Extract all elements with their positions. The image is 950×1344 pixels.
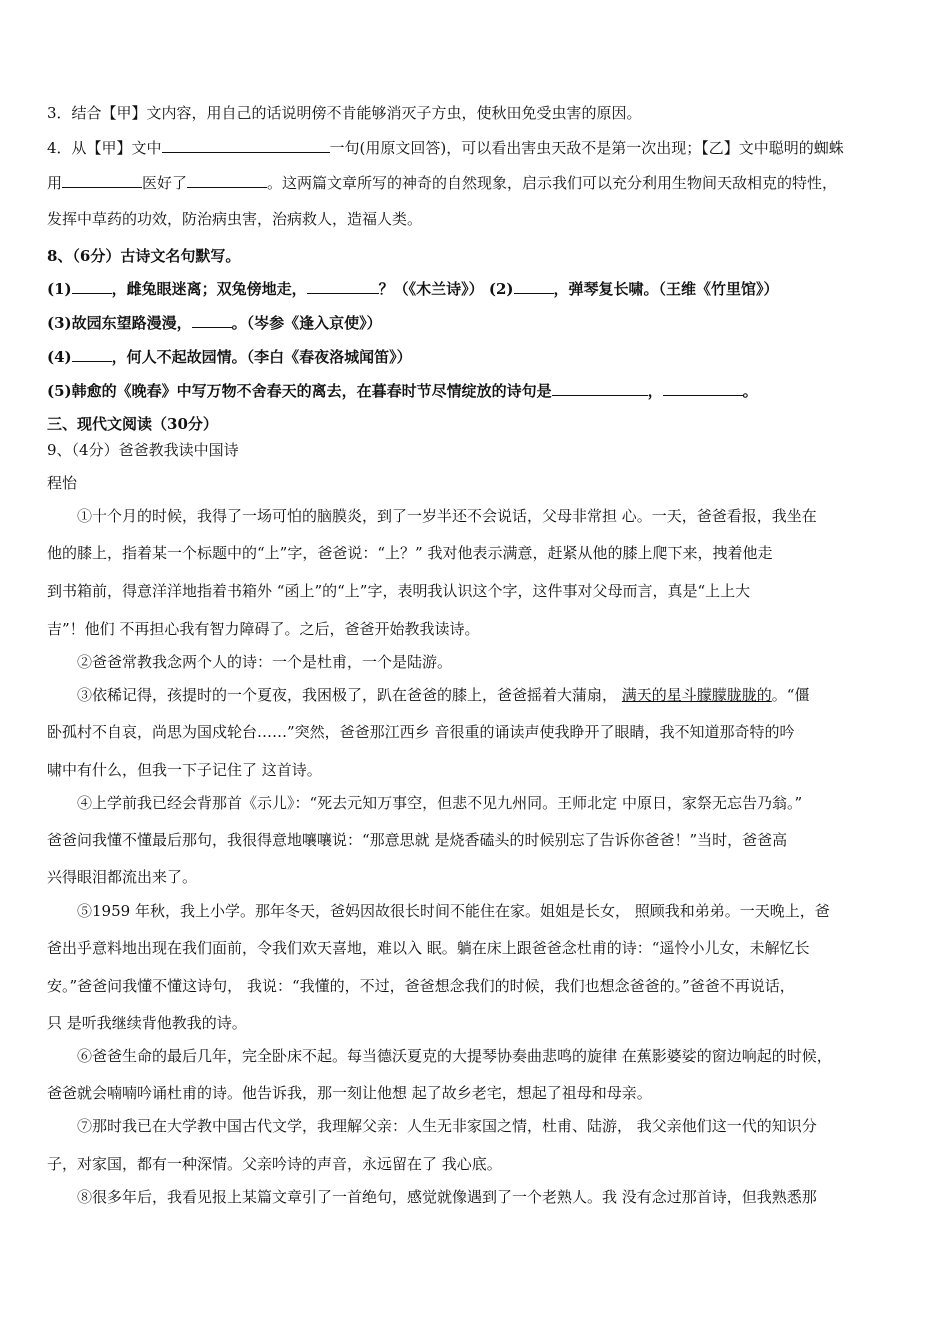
answer-blank[interactable] [514, 279, 554, 294]
question-4-line-1: 4．从【甲】文中 一句(用原文回答)，可以看出害虫天敌不是第一次出现；【乙】文中聪明的蜘蛛 [47, 139, 844, 157]
article-author: 程怡 [47, 474, 78, 492]
paragraph-3-line: 啸中有什么，但我一下子记住了 这首诗。 [47, 761, 322, 779]
question-4-line-3: 发挥中草药的功效，防治病虫害，治病救人，造福人类。 [47, 210, 423, 228]
answer-blank[interactable] [162, 138, 330, 153]
answer-blank[interactable] [72, 279, 112, 294]
paragraph-4-line: 兴得眼泪都流出来了。 [47, 868, 198, 886]
paragraph-8-line: ⑧很多年后，我看见报上某篇文章引了一首绝句，感觉就像遇到了一个老熟人。我 没有念过那首诗，但我熟悉那 [77, 1188, 817, 1206]
paragraph-5-line: ⑤1959 年秋，我上小学。那年冬天，爸妈因故很长时间不能住在家。姐姐是长女， 照顾我和弟弟。一天晚上，爸 [77, 902, 830, 920]
question-8-item-5: (5)韩愈的《晚春》中写万物不舍春天的离去，在暮春时节尽情绽放的诗句是 ， 。 [47, 382, 758, 400]
underlined-sentence: 满天的星斗朦朦胧胧的 [621, 686, 772, 704]
paragraph-5-line: 安。”爸爸问我懂不懂这诗句， 我说：“我懂的，不过，爸爸想念我们的时候，我们也想念爸爸的。”爸爸不再说话， [47, 977, 795, 995]
paragraph-6-line: ⑥爸爸生命的最后几年，完全卧床不起。每当德沃夏克的大提琴协奏曲悲鸣的旋律 在蕉影婆娑的窗边响起的时候， [77, 1047, 832, 1065]
paragraph-2: ②爸爸常教我念两个人的诗：一个是杜甫，一个是陆游。 [77, 653, 453, 671]
question-8-item-1-2: (1) ，雌兔眼迷离；双兔傍地走， ？（《木兰诗》） (2) ，弹琴复长啸。（王维《竹里馆》） [47, 280, 779, 298]
answer-blank[interactable] [663, 381, 743, 396]
question-8-item-4: (4) ，何人不起故园情。（李白《春夜洛城闻笛》） [47, 348, 412, 366]
paragraph-4-line: ④上学前我已经会背那首《示儿》：“死去元知万事空，但悲不见九州同。王师北定 中原日，家祭无忘告乃翁。” [77, 794, 803, 812]
paragraph-3-line: 卧孤村不自哀，尚思为国戍轮台……”突然，爸爸那江西乡 音很重的诵读声使我睁开了眼睛，我不知道那奇特的吟 [47, 723, 795, 741]
section-3-title: 三、现代文阅读（30分） [47, 415, 218, 433]
paragraph-1-line: 他的膝上，指着某一个标题中的“上”字，爸爸说：“上？” 我对他表示满意，赶紧从他的膝上爬下来，拽着他走 [47, 544, 773, 562]
paragraph-4-line: 爸爸问我懂不懂最后那句，我很得意地嚷嚷说：“那意思就 是烧香磕头的时候别忘了告诉你爸爸！”当时，爸爸高 [47, 831, 788, 849]
question-9-title: 9、（4分）爸爸教我读中国诗 [47, 441, 239, 459]
paragraph-7-line: ⑦那时我已在大学教中国古代文学，我理解父亲：人生无非家国之情，杜甫、陆游， 我父亲他们这一代的知识分 [77, 1117, 817, 1135]
question-8-title: 8、（6分）古诗文名句默写。 [47, 247, 241, 265]
paragraph-1-line: 吉”！他们 不再担心我有智力障碍了。之后，爸爸开始教我读诗。 [47, 620, 480, 638]
answer-blank[interactable] [187, 173, 267, 188]
paragraph-5-line: 爸出乎意料地出现在我们面前，令我们欢天喜地，难以入 眠。躺在床上跟爸爸念杜甫的诗：“遥怜小儿女，未解忆长 [47, 939, 810, 957]
question-8-item-3: (3)故园东望路漫漫， 。（岑参《逢入京使》） [47, 314, 382, 332]
answer-blank[interactable] [62, 173, 142, 188]
question-3: 3．结合【甲】文内容，用自己的话说明傍不肯能够消灭子方虫，使秋田免受虫害的原因。 [47, 104, 642, 122]
paragraph-1-line: ①十个月的时候，我得了一场可怕的脑膜炎，到了一岁半还不会说话，父母非常担 心。一天，爸爸看报，我坐在 [77, 507, 817, 525]
question-4-line-2: 用 医好了 。这两篇文章所写的神奇的自然现象，启示我们可以充分利用生物间天敌相克的特性， [47, 174, 838, 192]
paragraph-6-line: 爸爸就会喃喃吟诵杜甫的诗。他告诉我，那一刻让他想 起了故乡老宅，想起了祖母和母亲。 [47, 1084, 652, 1102]
paragraph-7-line: 子，对家国，都有一种深情。父亲吟诗的声音，永远留在了 我心底。 [47, 1155, 502, 1173]
answer-blank[interactable] [552, 381, 648, 396]
paragraph-1-line: 到书箱前，得意洋洋地指着书箱外 “函上”的“上”字，表明我认识这个字，这件事对父母而言，真是“上上大 [47, 582, 751, 600]
paragraph-5-line: 只 是听我继续背他教我的诗。 [47, 1014, 247, 1032]
answer-blank[interactable] [192, 313, 232, 328]
paragraph-3-line: ③依稀记得，孩提时的一个夏夜，我困极了，趴在爸爸的膝上，爸爸摇着大蒲扇， 满天的星斗朦朦胧胧的。“僵 [77, 686, 810, 704]
answer-blank[interactable] [307, 279, 379, 294]
answer-blank[interactable] [72, 347, 112, 362]
